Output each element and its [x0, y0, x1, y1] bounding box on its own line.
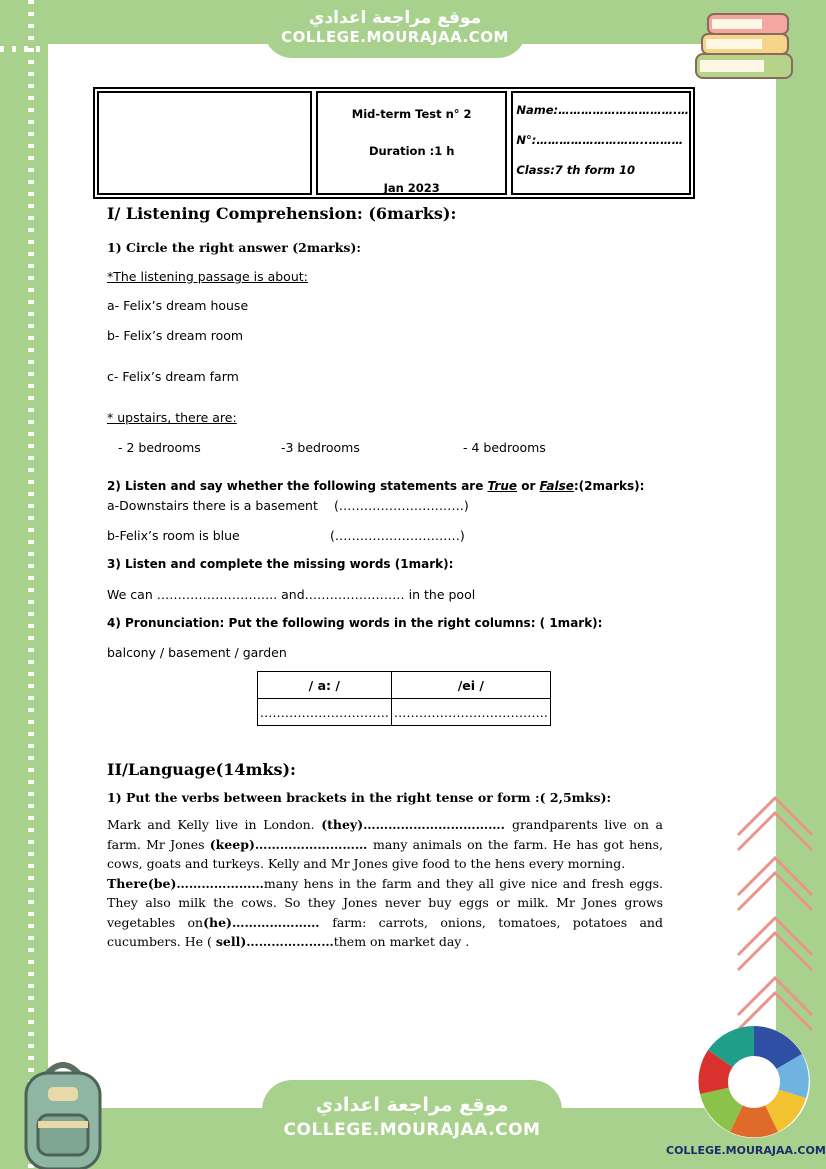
banner-url[interactable]: COLLEGE.MOURAJAA.COM: [281, 28, 509, 46]
q1-option-b[interactable]: b- Felix’s dream room: [107, 328, 244, 343]
verb-be: There(be): [107, 875, 177, 891]
paragraph-line-2: [107, 874, 663, 952]
name-field[interactable]: Name:………………………….…: [516, 103, 689, 117]
pron-header-ei: /ei /: [391, 672, 550, 699]
q2-true-word: True: [487, 479, 518, 493]
q2-blank-b[interactable]: (…………………………): [330, 528, 465, 543]
header-student-info: [511, 91, 691, 195]
dot-column-left: [28, 0, 34, 1169]
para-text-3: many animals on the farm. He has got hens, cows, goats and turkeys. Kelly and Mr Jones give food to the hens every morning.: [107, 836, 663, 871]
verb-he: (he): [203, 914, 232, 930]
test-date: Jan 2023: [383, 181, 440, 195]
test-duration: Duration :1 h: [368, 144, 455, 158]
banner-arabic-title: موقع مراجعة اعدادي: [308, 8, 482, 28]
verb-keep: (keep): [209, 836, 255, 852]
top-banner: [264, 0, 526, 58]
q1-title: 1) Circle the right answer (2marks):: [107, 240, 361, 255]
bottom-banner: [262, 1080, 562, 1169]
para-text-4: many hens in the farm and they all give nice and fresh eggs. They also milk the cows. So they Jones never buy eggs or milk. Mr Jones grows vegetables on: [107, 875, 663, 930]
books-icon: [690, 10, 802, 90]
q2-false-word: False: [539, 479, 574, 493]
q3-title: 3) Listen and complete the missing words (1mark):: [107, 557, 454, 571]
test-title: Mid-term Test n° 2: [351, 107, 472, 121]
verb-sell: sell): [215, 934, 247, 949]
q2-or-word: or: [517, 479, 540, 493]
q4-words: balcony / basement / garden: [107, 645, 287, 660]
class-field: Class:7 th form 10: [516, 163, 636, 177]
header-table: [93, 87, 695, 199]
q2-statement-a: a-Downstairs there is a basement: [107, 498, 318, 513]
chevron-arrows-icon: [730, 790, 820, 1040]
verb-they: (they): [321, 817, 364, 832]
q2-title-start: 2) Listen and say whether the following statements are: [107, 479, 488, 493]
backpack-icon: [8, 1055, 118, 1169]
pron-blank-a[interactable]: ………………………….: [258, 699, 392, 726]
q2-blank-a[interactable]: (…………………………): [334, 498, 469, 513]
para-text-6: them on market day .: [333, 934, 470, 949]
language-q1-title: 1) Put the verbs between brackets in the right tense or form :( 2,5mks):: [107, 790, 612, 805]
blank-sell[interactable]: …………………: [246, 934, 334, 949]
subjects-wheel-logo: [694, 1022, 814, 1142]
bottom-banner-url[interactable]: COLLEGE.MOURAJAA.COM: [283, 1120, 541, 1140]
logo-url-text[interactable]: COLLEGE.MOURAJAA.COM: [666, 1144, 826, 1157]
bottom-banner-arabic: موقع مراجعة اعدادي: [315, 1094, 509, 1116]
q3-sentence[interactable]: We can ……………………….. and…………………… in the pool: [107, 587, 476, 602]
pronunciation-table: [257, 671, 551, 726]
q2-title-end: :(2marks):: [573, 479, 645, 493]
q1-option2-b[interactable]: -3 bedrooms: [281, 440, 360, 455]
paragraph-line-1: [107, 815, 663, 874]
blank-keep[interactable]: ………………………: [254, 836, 373, 852]
q4-title: 4) Pronunciation: Put the following words in the right columns: ( 1mark):: [107, 616, 603, 630]
blank-they[interactable]: …………………………….: [363, 817, 512, 832]
pron-blank-ei[interactable]: ……………………………….: [391, 699, 550, 726]
header-test-info: [316, 91, 507, 195]
q1-prompt-2: * upstairs, there are:: [107, 410, 237, 425]
q1-option-c[interactable]: c- Felix’s dream farm: [107, 369, 239, 384]
section1-title: I/ Listening Comprehension: (6marks):: [107, 204, 457, 223]
q1-option2-a[interactable]: - 2 bedrooms: [118, 440, 201, 455]
q1-option2-c[interactable]: - 4 bedrooms: [463, 440, 546, 455]
q2-title: [107, 479, 644, 493]
pron-header-a: / a: /: [258, 672, 392, 699]
blank-be[interactable]: …………………: [176, 875, 264, 891]
q1-prompt: *The listening passage is about:: [107, 269, 308, 284]
number-field[interactable]: N°:………………………..………: [516, 133, 684, 147]
para-text-2: grandparents live on a farm. Mr Jones: [107, 817, 663, 852]
para-text-1: Mark and Kelly live in London.: [107, 817, 322, 832]
q2-statement-b: b-Felix’s room is blue: [107, 528, 240, 543]
para-text-5: farm: carrots, onions, tomatoes, potatoes and cucumbers. He (: [107, 914, 663, 949]
section2-title: II/Language(14mks):: [107, 760, 296, 779]
header-blank-cell: [97, 91, 312, 195]
q1-option-a[interactable]: a- Felix’s dream house: [107, 298, 249, 313]
blank-he[interactable]: …………………: [231, 914, 333, 930]
verbs-paragraph: [107, 815, 663, 952]
